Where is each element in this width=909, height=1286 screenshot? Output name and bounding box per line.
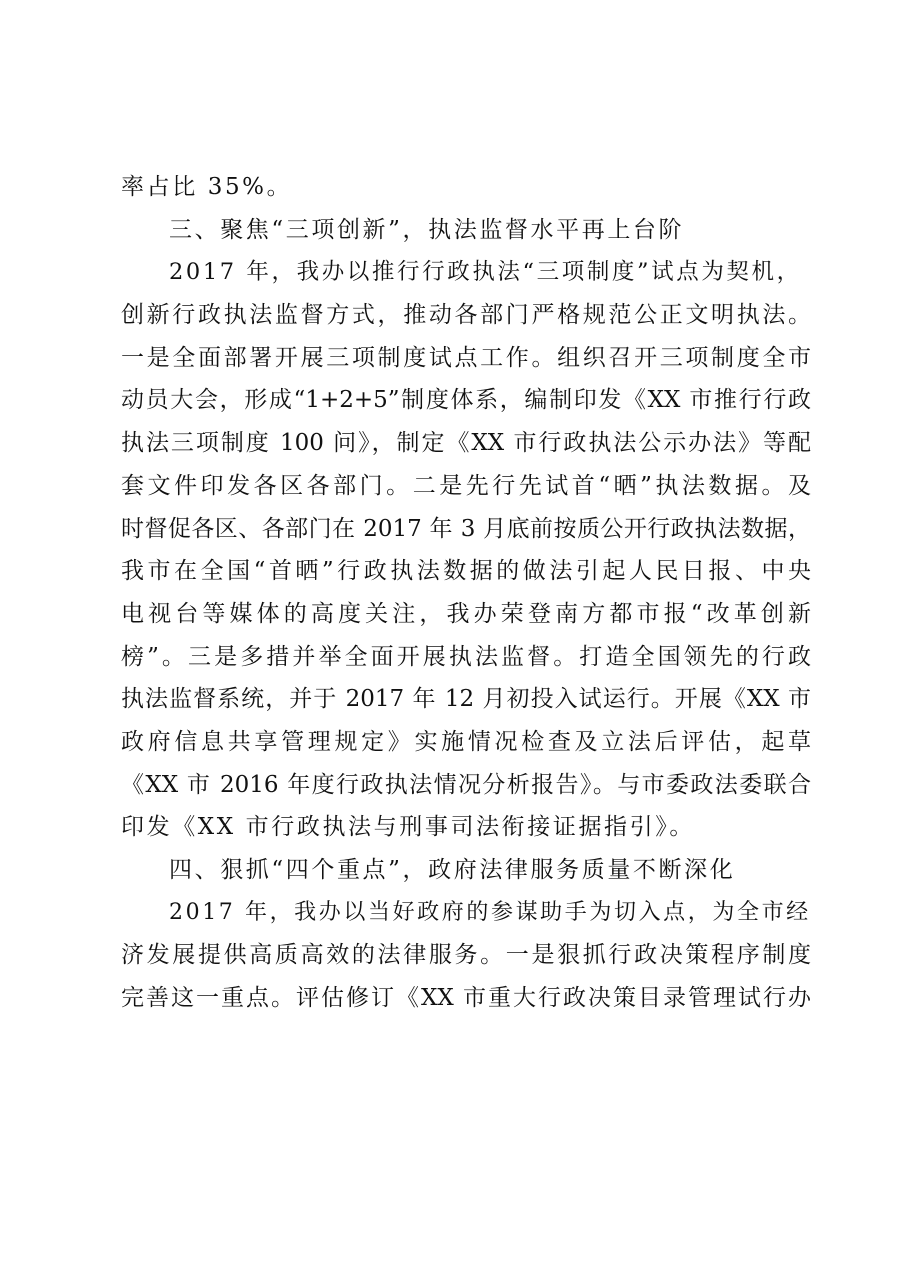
body-line: 时督促各区、各部门在 2017 年 3 月底前按质公开行政执法数据， [121,515,811,542]
body-line: 执法监督系统，并于 2017 年 12 月初投入试运行。开展《XX 市 [121,686,811,713]
body-line: 完善这一重点。评估修订《XX 市重大行政决策目录管理试行办 [121,985,811,1012]
body-line: 电视台等媒体的高度关注，我办荣登南方都市报“改革创新 [121,600,811,627]
body-line: 我市在全国“首晒”行政执法数据的做法引起人民日报、中央 [121,558,811,585]
body-line: 创新行政执法监督方式，推动各部门严格规范公正文明执法。 [121,302,811,329]
body-line: 榜”。三是多措并举全面开展执法监督。打造全国领先的行政 [121,643,811,670]
body-line: 印发《XX 市行政执法与刑事司法衔接证据指引》。 [121,814,695,841]
body-line: 一是全面部署开展三项制度试点工作。组织召开三项制度全市 [121,344,811,371]
body-line: 套文件印发各区各部门。二是先行先试首“晒”执法数据。及 [121,472,811,499]
body-line: 执法三项制度 100 问》，制定《XX 市行政执法公示办法》等配 [121,430,811,457]
body-line: 率占比 35%。 [121,174,293,200]
body-line: 济发展提供高质高效的法律服务。一是狠抓行政决策程序制度 [121,942,811,969]
body-line: 动员大会，形成“1+2+5”制度体系，编制印发《XX 市推行行政 [121,387,811,414]
section-heading-4: 四、狠抓“四个重点”，政府法律服务质量不断深化 [169,857,736,883]
document-body [121,166,811,1020]
body-line: 政府信息共享管理规定》实施情况检查及立法后评估，起草 [121,728,811,755]
paragraph-start-line: 2017 年，我办以推行行政执法“三项制度”试点为契机， [169,259,802,286]
section-heading-3: 三、聚焦“三项创新”，执法监督水平再上台阶 [169,216,685,243]
paragraph-start-line: 2017 年，我办以当好政府的参谋助手为切入点，为全市经 [169,899,811,925]
body-line: 《XX 市 2016 年度行政执法情况分析报告》。与市委政法委联合 [121,771,811,798]
